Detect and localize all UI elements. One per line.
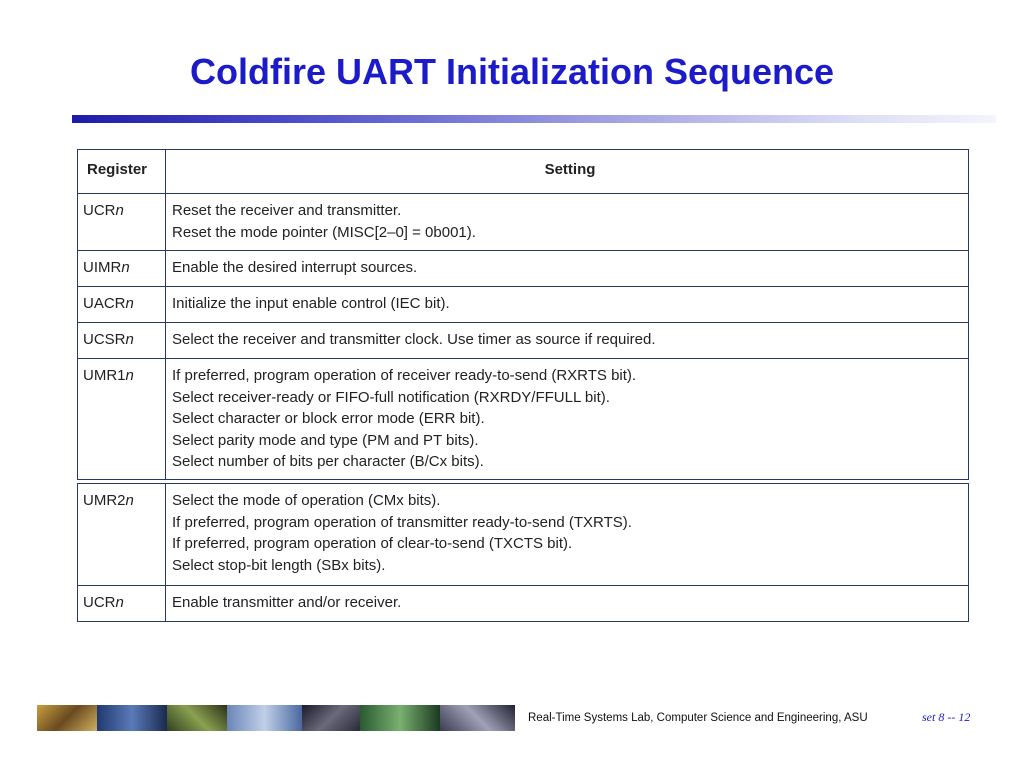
setting-line: Select receiver-ready or FIFO-full notification (RXRDY/FFULL bit). — [172, 388, 610, 406]
setting-cell — [166, 287, 968, 322]
register-cell: UIMRn — [78, 251, 166, 286]
setting-line: Enable transmitter and/or receiver. — [172, 594, 402, 611]
table-row — [77, 483, 969, 586]
slide-title: Coldfire UART Initialization Sequence — [189, 51, 835, 92]
setting-line: Reset the receiver and transmitter. — [172, 202, 402, 219]
title-underline — [72, 115, 996, 123]
setting-line: If preferred, program operation of receiver ready-to-send (RXRTS bit). — [172, 367, 637, 384]
setting-line: If preferred, program operation of clear-to-send (TXCTS bit). — [172, 535, 573, 552]
setting-line: Select parity mode and type (PM and PT bits). — [172, 431, 479, 449]
setting-line: If preferred, program operation of transmitter ready-to-send (TXRTS). — [172, 513, 632, 531]
setting-line: Select number of bits per character (B/Cx bits). — [172, 453, 484, 470]
register-cell: UACRn — [78, 287, 166, 322]
setting-line: Initialize the input enable control (IEC bit). — [172, 295, 450, 312]
table-row — [77, 586, 969, 622]
register-cell: UCSRn — [78, 323, 166, 358]
setting-cell — [166, 194, 968, 250]
footer-circuit-image-strip — [37, 705, 515, 731]
table-row — [77, 323, 969, 359]
table-header-row — [77, 149, 969, 194]
register-cell: UCRn — [78, 194, 166, 250]
setting-cell — [166, 586, 968, 621]
register-cell: UMR2n — [78, 484, 166, 585]
setting-cell — [166, 359, 968, 479]
header-register: Register — [78, 150, 166, 193]
setting-cell — [166, 484, 968, 585]
setting-line: Select the receiver and transmitter clock. Use timer as source if required. — [172, 331, 656, 348]
setting-line: Enable the desired interrupt sources. — [172, 259, 418, 276]
header-setting: Setting — [544, 161, 596, 178]
setting-line: Select character or block error mode (ERR bit). — [172, 410, 485, 427]
table-row — [77, 359, 969, 480]
table-row — [77, 287, 969, 323]
register-cell: UCRn — [78, 586, 166, 621]
table-row — [77, 251, 969, 287]
setting-cell — [166, 251, 968, 286]
footer-lab-text: Real-Time Systems Lab, Computer Science and Engineering, ASU — [528, 712, 868, 724]
slide-number: set 8 -- 12 — [922, 710, 971, 724]
table-row — [77, 194, 969, 251]
setting-cell — [166, 323, 968, 358]
setting-line: Reset the mode pointer (MISC[2–0] = 0b001). — [172, 223, 476, 241]
setting-line: Select the mode of operation (CMx bits). — [172, 492, 441, 509]
register-table — [77, 149, 969, 622]
register-cell: UMR1n — [78, 359, 166, 479]
setting-line: Select stop-bit length (SBx bits). — [172, 556, 386, 574]
